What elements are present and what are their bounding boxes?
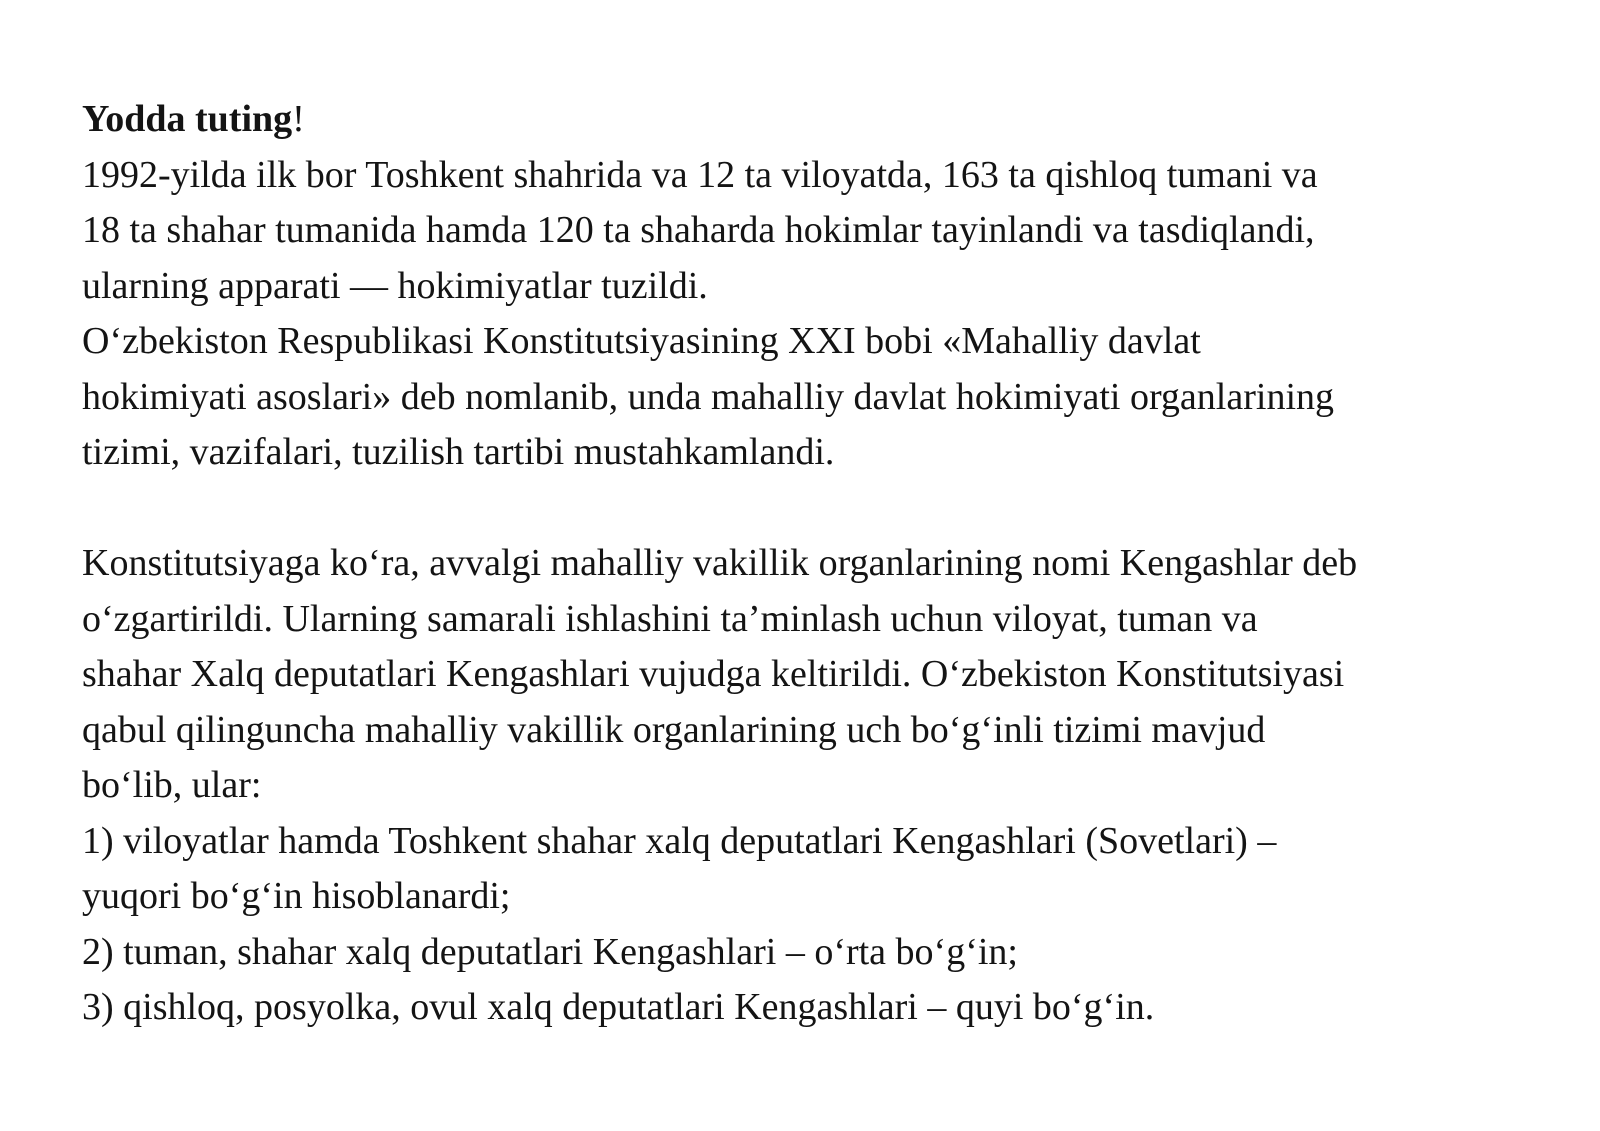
list-item: 2) tuman, shahar xalq deputatlari Kengashlari – o‘rta bo‘g‘in; [82, 930, 1018, 973]
list-item: 1) viloyatlar hamda Toshkent shahar xalq deputatlari Kengashlari (Sovetlari) – [82, 819, 1277, 862]
paragraph-line: hokimiyati asoslari» deb nomlanib, unda mahalliy davlat hokimiyati organlarining [82, 375, 1334, 418]
heading-punct: ! [292, 98, 305, 140]
paragraph-line: qabul qilinguncha mahalliy vakillik organlarining uch bo‘g‘inli tizimi mavjud [82, 708, 1266, 751]
paragraph-line: 18 ta shahar tumanida hamda 120 ta shaharda hokimlar tayinlandi va tasdiqlandi, [82, 209, 1315, 251]
paragraph-line: ularning apparati — hokimiyatlar tuzildi. [82, 264, 708, 307]
list-item: yuqori bo‘g‘in hisoblanardi; [82, 875, 511, 917]
document-body [82, 92, 1562, 1036]
paragraph-line: o‘zgartirildi. Ularning samarali ishlashini ta’minlash uchun viloyat, tuman va [82, 597, 1258, 640]
heading-bold: Yodda tuting [82, 98, 293, 140]
list-item: 3) qishloq, posyolka, ovul xalq deputatlari Kengashlari – quyi bo‘g‘in. [82, 986, 1155, 1028]
paragraph-3 [82, 536, 1562, 814]
paragraph-1 [82, 148, 1562, 315]
paragraph-2 [82, 314, 1562, 481]
paragraph-line: Konstitutsiyaga ko‘ra, avvalgi mahalliy vakillik organlarining nomi Kengashlar deb [82, 542, 1358, 584]
paragraph-line: bo‘lib, ular: [82, 764, 262, 806]
paragraph-line: 1992-yilda ilk bor Toshkent shahrida va 12 ta viloyatda, 163 ta qishloq tumani va [82, 153, 1318, 196]
heading [82, 92, 1562, 148]
paragraph-line: O‘zbekiston Respublikasi Konstitutsiyasining XXI bobi «Mahalliy davlat [82, 320, 1201, 362]
paragraph-spacer [82, 481, 1562, 537]
paragraph-line: tizimi, vazifalari, tuzilish tartibi mustahkamlandi. [82, 431, 835, 473]
numbered-list [82, 814, 1562, 1036]
paragraph-line: shahar Xalq deputatlari Kengashlari vujudga keltirildi. O‘zbekiston Konstitutsiyasi [82, 653, 1345, 695]
